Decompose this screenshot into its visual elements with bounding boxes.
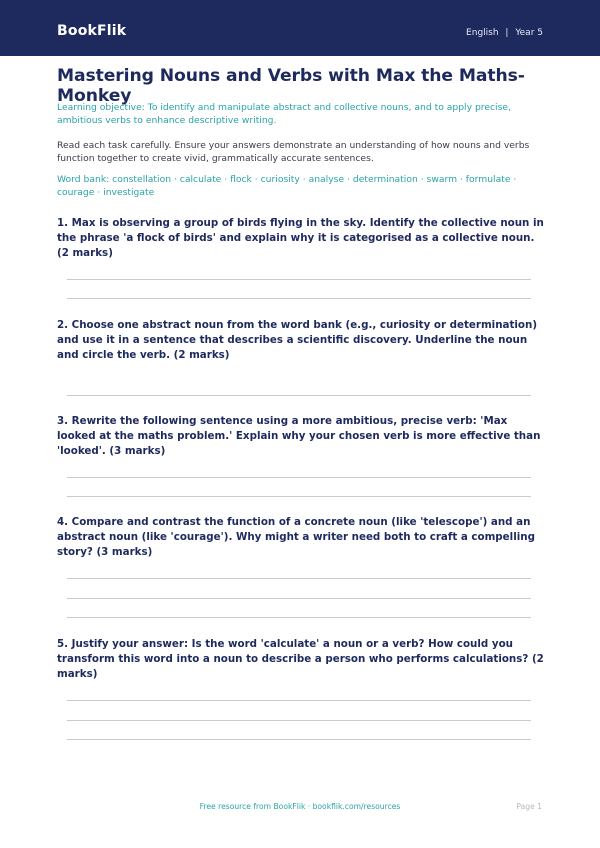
instructions: Read each task carefully. Ensure your answers demonstrate an understanding of how nouns and verbs function together to create vivid, grammatically accurate sentences.	[57, 140, 530, 164]
answer-line[interactable]	[67, 298, 531, 299]
answer-line[interactable]	[67, 496, 531, 497]
answer-line[interactable]	[67, 279, 531, 280]
answer-line[interactable]	[67, 598, 531, 599]
subject-label: English	[466, 28, 499, 38]
brand-logo-text[interactable]: BookFlik	[57, 23, 127, 39]
year-label: Year 5	[515, 28, 543, 38]
learning-objective: Learning objective: To identify and manipulate abstract and collective nouns, and to apply precise, ambitious verbs to enhance descriptive writing.	[57, 102, 511, 126]
question-3: 3. Rewrite the following sentence using a more ambitious, precise verb: 'Max looked at the maths problem.' Explain why your chosen verb is more effective than 'looked'. (3 marks)	[57, 415, 541, 457]
answer-line[interactable]	[67, 739, 531, 740]
header-bar	[0, 0, 600, 56]
answer-line[interactable]	[67, 720, 531, 721]
question-4: 4. Compare and contrast the function of a concrete noun (like 'telescope') and an abstract noun (like 'courage'). Why might a writer need both to craft a compelling story? (3 marks)	[57, 516, 535, 558]
page-number: Page 1	[516, 802, 542, 811]
answer-line[interactable]	[67, 395, 531, 396]
answer-line[interactable]	[67, 617, 531, 618]
header-meta	[466, 28, 543, 38]
question-2: 2. Choose one abstract noun from the word bank (e.g., curiosity or determination) and use it in a sentence that describes a scientific discovery. Underline the noun and circle the verb. (2 marks)	[57, 319, 538, 361]
answer-line[interactable]	[67, 477, 531, 478]
meta-separator: |	[505, 28, 509, 38]
page-title: Mastering Nouns and Verbs with Max the Maths-Monkey	[57, 66, 525, 106]
footer-resource-link[interactable]: Free resource from BookFlik · bookflik.com/resources	[199, 802, 401, 811]
question-1: 1. Max is observing a group of birds flying in the sky. Identify the collective noun in the phrase 'a flock of birds' and explain why it is categorised as a collective noun. (2 marks)	[57, 217, 544, 259]
answer-line[interactable]	[67, 578, 531, 579]
word-bank: Word bank: constellation · calculate · flock · curiosity · analyse · determination · swarm · formulate · courage · investigate	[57, 174, 517, 198]
question-5: 5. Justify your answer: Is the word 'calculate' a noun or a verb? How could you transform this word into a noun to describe a person who performs calculations? (2 marks)	[57, 638, 544, 680]
answer-line[interactable]	[67, 700, 531, 701]
